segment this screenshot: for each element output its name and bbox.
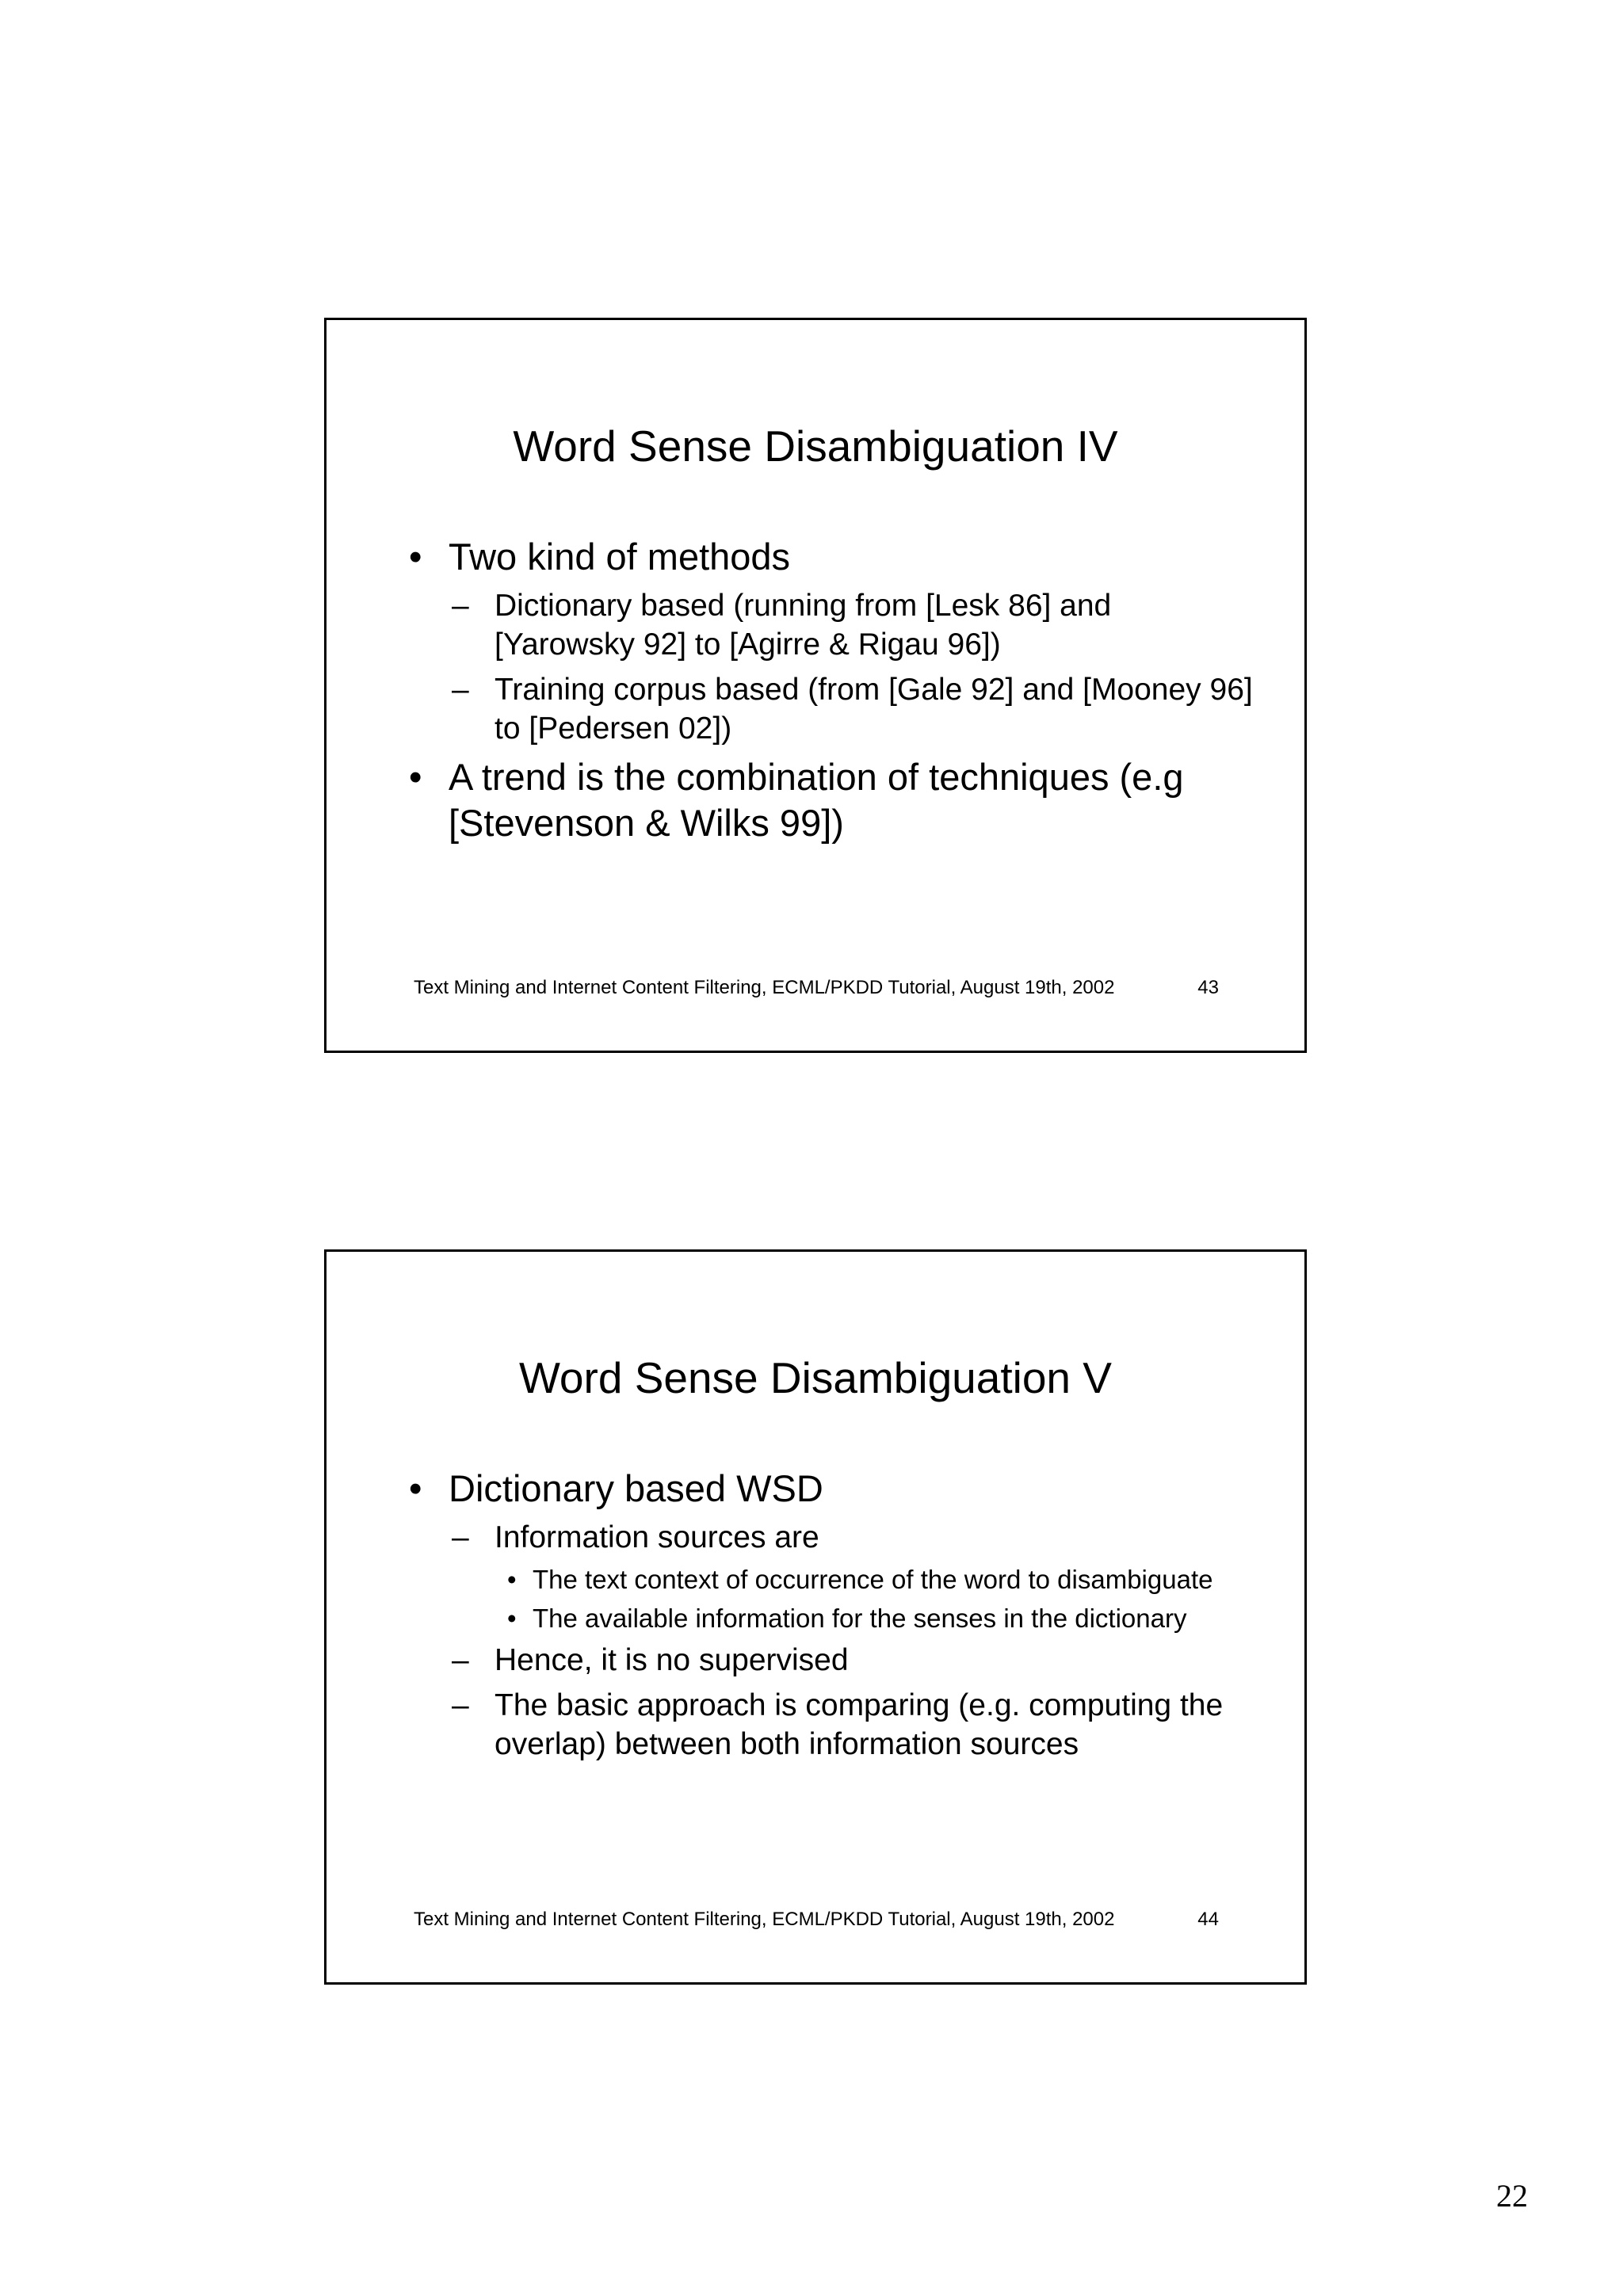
slide-body [409, 534, 1257, 852]
sub-bullet-item [452, 670, 1257, 748]
bullet-marker: • [507, 1565, 517, 1594]
bullet-item [409, 1466, 1257, 1512]
sub-bullet-text: Information sources are [495, 1520, 819, 1554]
sub-sub-bullet-text: The text context of occurrence of the word to disambiguate [533, 1565, 1213, 1594]
dash-marker: – [452, 673, 469, 707]
dash-marker: – [452, 1643, 469, 1677]
sub-bullet-item [452, 1641, 1257, 1680]
slide-number: 44 [1197, 1909, 1219, 1930]
slide-44 [324, 1249, 1307, 1985]
footer-text: Text Mining and Internet Content Filtering, ECML/PKDD Tutorial, August 19th, 2002 [414, 977, 1115, 998]
slide-number: 43 [1197, 977, 1219, 998]
bullet-marker: • [409, 536, 422, 578]
bullet-text: A trend is the combination of techniques (e.g [Stevenson & Wilks 99]) [449, 756, 1184, 844]
dash-marker: – [452, 1688, 469, 1722]
dash-marker: – [452, 1520, 469, 1554]
slide-title: Word Sense Disambiguation V [519, 1353, 1112, 1402]
sub-bullet-item [452, 586, 1257, 664]
bullet-marker: • [409, 756, 422, 798]
sub-bullet-item [452, 1686, 1257, 1764]
slide-body [409, 1466, 1257, 1770]
slide-title: Word Sense Disambiguation IV [513, 421, 1118, 471]
bullet-marker: • [409, 1467, 422, 1509]
sub-sub-bullet-text: The available information for the senses in the dictionary [533, 1604, 1187, 1633]
bullet-text: Two kind of methods [449, 536, 791, 578]
bullet-item [409, 534, 1257, 580]
slide-footer [414, 1909, 1219, 1931]
sub-bullet-text: The basic approach is comparing (e.g. computing the overlap) between both information sources [495, 1688, 1224, 1761]
sub-bullet-text: Dictionary based (running from [Lesk 86] and [Yarowsky 92] to [Agirre & Rigau 96]) [495, 589, 1112, 662]
sub-sub-bullet-item [507, 1602, 1257, 1634]
bullet-marker: • [507, 1604, 517, 1633]
sub-bullet-text: Hence, it is no supervised [495, 1643, 849, 1677]
slide-43 [324, 318, 1307, 1053]
sub-sub-bullet-item [507, 1563, 1257, 1596]
dash-marker: – [452, 589, 469, 623]
page-number: 22 [1496, 2178, 1528, 2214]
bullet-text: Dictionary based WSD [449, 1467, 823, 1509]
bullet-item [409, 754, 1257, 846]
sub-bullet-item [452, 1518, 1257, 1557]
slide-footer [414, 977, 1219, 999]
footer-text: Text Mining and Internet Content Filtering, ECML/PKDD Tutorial, August 19th, 2002 [414, 1909, 1115, 1930]
sub-bullet-text: Training corpus based (from [Gale 92] and [Mooney 96] to [Pedersen 02]) [495, 673, 1253, 746]
